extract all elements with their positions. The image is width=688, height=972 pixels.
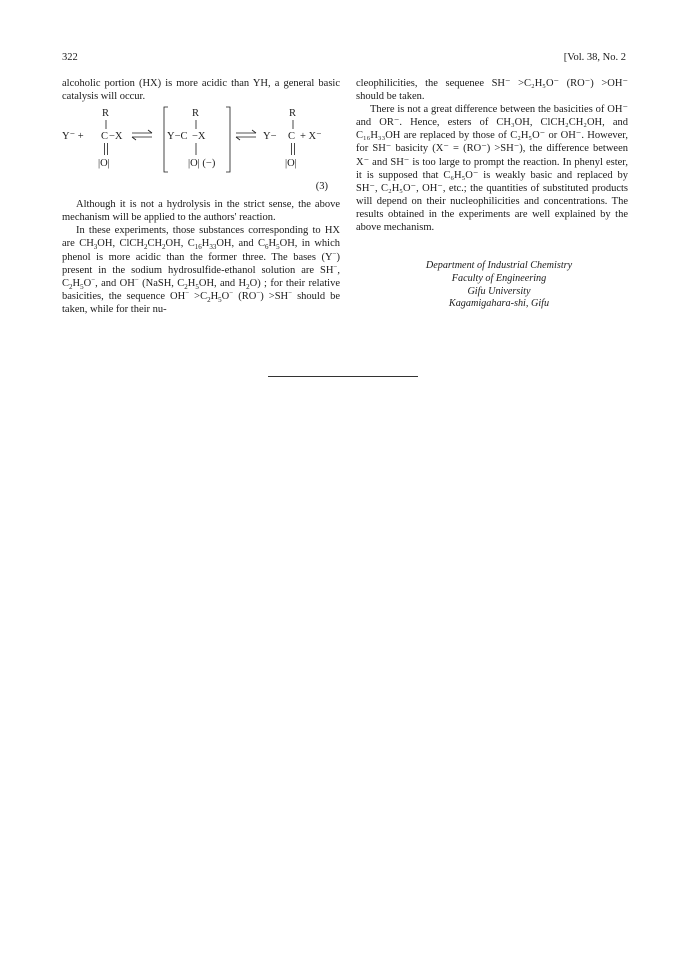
paragraph-mechanism: Although it is not a hydrolysis in the strict sense, the above mechanism will be applied to the authors' reaction. [62,199,340,224]
reaction-scheme-svg [62,104,340,198]
y-product: Y− [263,131,277,143]
paragraph-nucleophilicities: cleophilicities, the sequenee SH⁻ >C₂H₅O⁻ (RO⁻) >OH⁻ should be taken. [356,78,628,103]
affiliation-faculty: Faculty of Engineering [451,272,547,284]
paragraph-basicities: There is not a great difference between the basicities of OH⁻ and OR⁻. Hence, esters of CH₃OH, ClCH₂CH₂OH, and C₁₆H₃₃OH are replaced by those of C₂H₅O⁻ or OH⁻. However, for SH⁻ basicity (X⁻ = (RO⁻) >SH⁻), the difference between X⁻ and SH⁻ is too large to prompt the reaction. In phenyl ester, it is supposed that C₆H₅O⁻ is weakly basic and replaced by SH⁻, C₂H₅O⁻, OH⁻, etc.; the quantities of substituted products will depend on their nucleophilicities and concentrations. The results obtained in the experiments are well explained by the above mechanism. [356,104,628,234]
y-minus-reactant: Y⁻ + [62,131,84,143]
affiliation-university: Gifu University [467,285,531,297]
r-label-2: R [192,108,200,120]
affiliation-department: Department of Industrial Chemistry [425,260,573,272]
left-column [62,77,340,316]
x-intermediate: −X [192,131,206,143]
y-c-intermediate: Y−C [167,131,188,143]
c-product: C [288,131,296,143]
o-reactant: |O| [98,158,110,170]
intro-paragraph: alcoholic portion (HX) is more acidic than YH, a general basic catalysis will occur. [62,78,340,103]
paragraph-substances: In these experiments, those substances corresponding to HX are $CH_3OH$, $ClCH_2CH_2OH$, $C_{16}H_{33}OH$, and $C_6H_5OH$, in which phenol is more acidic than the former three. The bases (Y−) present in the sodium hydrosulfide-ethanol solution are SH−, $C_2H_5O^-$, and OH− (NaSH, $C_2H_5OH$, and $H_2O$) ; for their relative basicities, the sequence $OH^- >C_2H_5O^-$ (RO−) >SH− should be taken, while for their nu- [62,225,340,315]
x-minus-product: + X⁻ [300,131,322,143]
c-reactant: C [101,131,109,143]
affiliation-city: Kagamigahara-shi, Gifu [448,298,550,310]
r-label-1: R [102,108,110,120]
right-column [356,77,628,311]
o-product: |O| [285,158,297,170]
volume-header: [Vol. 38, No. 2 [563,52,626,63]
x-reactant: −X [109,131,123,143]
reaction-scheme [62,104,340,198]
equation-number: (3) [315,181,328,193]
r-label-3: R [289,108,297,120]
affiliation-block [356,260,628,311]
page-number: 322 [62,52,78,63]
o-minus-intermediate: |O| (−) [188,158,216,170]
end-rule [268,376,418,377]
